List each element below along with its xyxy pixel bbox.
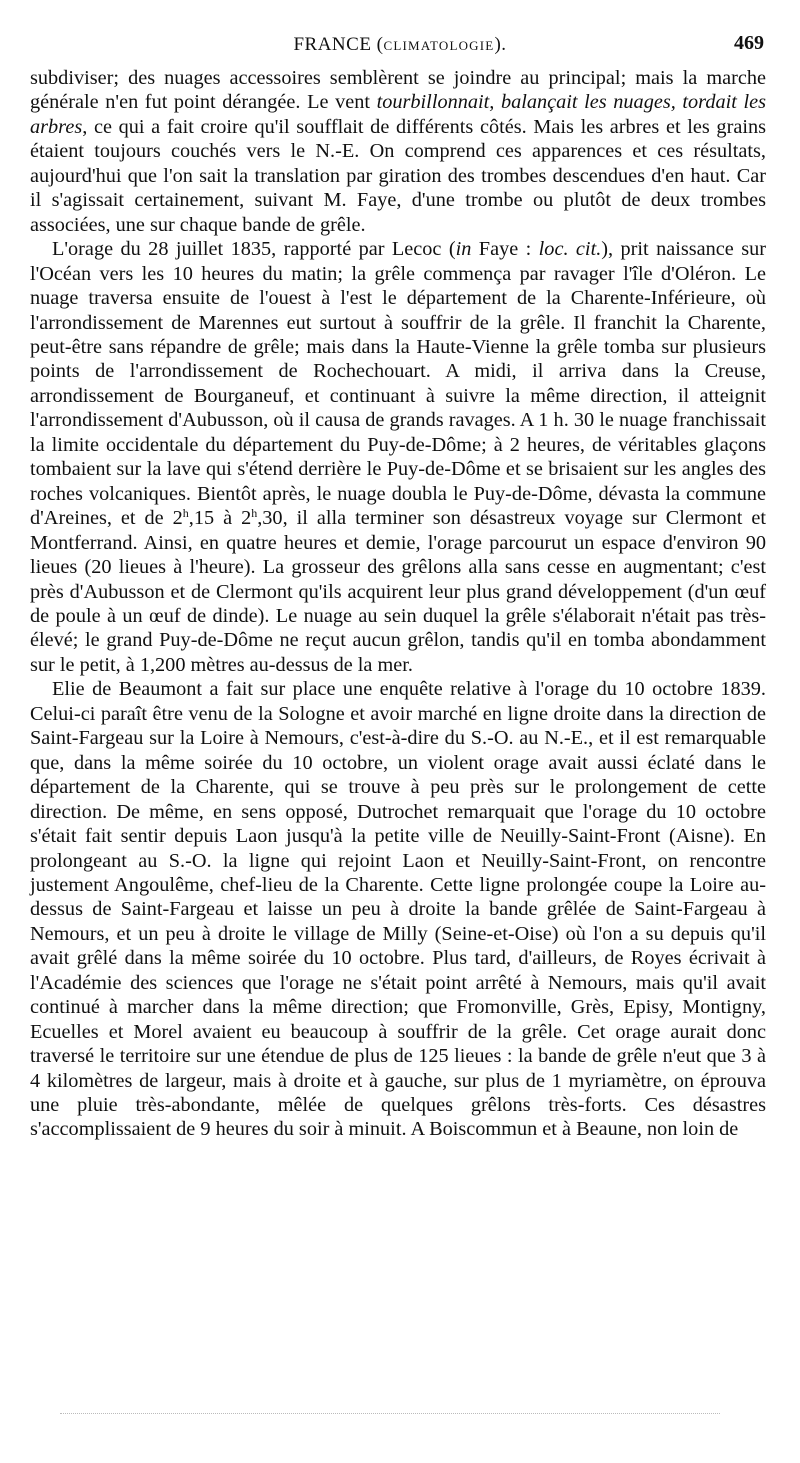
body-text bbox=[30, 66, 766, 1142]
superscript-run: h bbox=[182, 506, 189, 521]
italic-run: in bbox=[455, 238, 472, 261]
text-run: subdiviser; des nuages accessoires semblèrent se joindre au principal; mais la marche générale n'en fut point dérangée. Le vent bbox=[30, 67, 766, 114]
superscript-run: h bbox=[251, 506, 258, 521]
italic-run: tourbillonnait, balançait les nuages, tordait les arbres bbox=[30, 91, 766, 138]
running-title-subject: CLIMATOLOGIE bbox=[383, 38, 495, 53]
italic-run: loc. cit. bbox=[538, 238, 602, 261]
paragraph bbox=[30, 66, 766, 237]
text-run: L'orage du 28 juillet 1835, rapporté par Lecoc ( bbox=[52, 238, 456, 261]
page-header bbox=[0, 34, 800, 64]
text-run: ,30, il alla terminer son désastreux voyage sur Clermont et Montferrand. Ainsi, en quatre heures et demie, l'orage parcourut un espace d'environ 90 lieues (20 lieues à l'heure). La grosseur des grêlons alla sans cesse en augmentant; c'est près d'Aubusson et de Clermont qu'ils acquirent leur plus grand développement (d'un œuf de poule à un œuf de dinde). Le nuage au sein duquel la grêle s'élaborait n'était pas très-élevé; le grand Puy-de-Dôme ne reçut aucun grêlon, tandis qu'il en tomba abondamment sur le petit, à 1,200 mètres au-dessus de la mer. bbox=[30, 507, 766, 676]
paragraph bbox=[30, 677, 766, 1142]
running-title-main: FRANCE ( bbox=[293, 34, 384, 55]
text-run: Faye : bbox=[471, 238, 539, 261]
running-title-end: ). bbox=[494, 34, 507, 55]
text-run: ), prit naissance sur l'Océan vers les 10 heures du matin; la grêle commença par ravager l'île d'Oléron. Le nuage traversa ensuite de l'ouest à l'est le département de la Charente-Inférieure, où l'arrondissement de Marennes eut surtout à souffrir de la grêle. Il franchit la Charente, peut-être sans répandre de grêle; mais dans la Haute-Vienne la grêle tomba sur plusieurs points de l'arrondissement de Rochechouart. A midi, il arriva dans la Creuse, arrondissement de Bourganeuf, et continuant à suivre la même direction, il atteignit l'arrondissement d'Aubusson, où il causa de grands ravages. A 1 h. 30 le nuage franchissait la limite occidentale du département du Puy-de-Dôme; à 2 heures, de véritables glaçons tombaient sur la lave qui s'étend derrière le Puy-de-Dôme et se brisaient sur les angles des roches volcaniques. Bientôt après, le nuage doubla le Puy-de-Dôme, dévasta la commune d'Areines, et de 2 bbox=[30, 238, 766, 530]
page-number: 469 bbox=[734, 32, 764, 54]
running-title bbox=[0, 34, 800, 56]
text-run: Elie de Beaumont a fait sur place une enquête relative à l'orage du 10 octobre 1839. Celui-ci paraît être venu de la Sologne et avoir marché en ligne droite dans la direction de Saint-Fargeau sur la Loire à Nemours, c'est-à-dire du S.-O. au N.-E., et il est remarquable que, dans la même soirée du 10 octobre, un violent orage avait aussi éclaté dans le département de la Charente, qui se trouve à peu près sur le prolongement de cette direction. De même, en sens opposé, Dutrochet remarquait que l'orage du 10 octobre s'était fait sentir depuis Laon jusqu'à la petite ville de Neuilly-Saint-Front (Aisne). En prolongeant au S.-O. la ligne qui rejoint Laon et Neuilly-Saint-Front, on rencontre justement Angoulême, chef-lieu de la Charente. Cette ligne prolongée coupe la Loire au-dessus de Saint-Fargeau et laisse un peu à droite la bande grêlée de Saint-Fargeau à Nemours, et un peu à droite le village de Milly (Seine-et-Oise) où l'on a su depuis qu'il avait grêlé dans la même soirée du 10 octobre. Plus tard, d'ailleurs, de Royes écrivait à l'Académie des sciences que l'orage ne s'était point arrêté à Nemours, mais qu'il avait continué à marcher dans la même direction; que Fromonville, Grès, Episy, Montigny, Ecuelles et Morel avaient eu beaucoup à souffrir de la grêle. Cet orage aurait donc traversé le territoire sur une étendue de plus de 125 lieues : la bande de grêle n'eut que 3 à 4 kilomètres de largeur, mais à droite et à gauche, sur plus de 1 myriamètre, on éprouva une pluie très-abondante, mêlée de quelques grêlons très-forts. Ces désastres s'accomplissaient de 9 heures du soir à minuit. A Boiscommun et à Beaune, non loin de bbox=[30, 678, 766, 1141]
text-run: , ce qui a fait croire qu'il soufflait de différents côtés. Mais les arbres et les grains étaient toujours couchés vers le N.-E. On comprend ces apparences et ces résultats, aujourd'hui que l'on sait la translation par giration des trombes descendues d'en haut. Car il s'agissait certainement, suivant M. Faye, d'une trombe ou plutôt de deux trombes associées, une sur chaque bande de grêle. bbox=[30, 115, 766, 236]
text-run: ,15 à 2 bbox=[188, 507, 252, 530]
bottom-bleed-line bbox=[60, 1413, 720, 1414]
paragraph bbox=[30, 237, 766, 677]
